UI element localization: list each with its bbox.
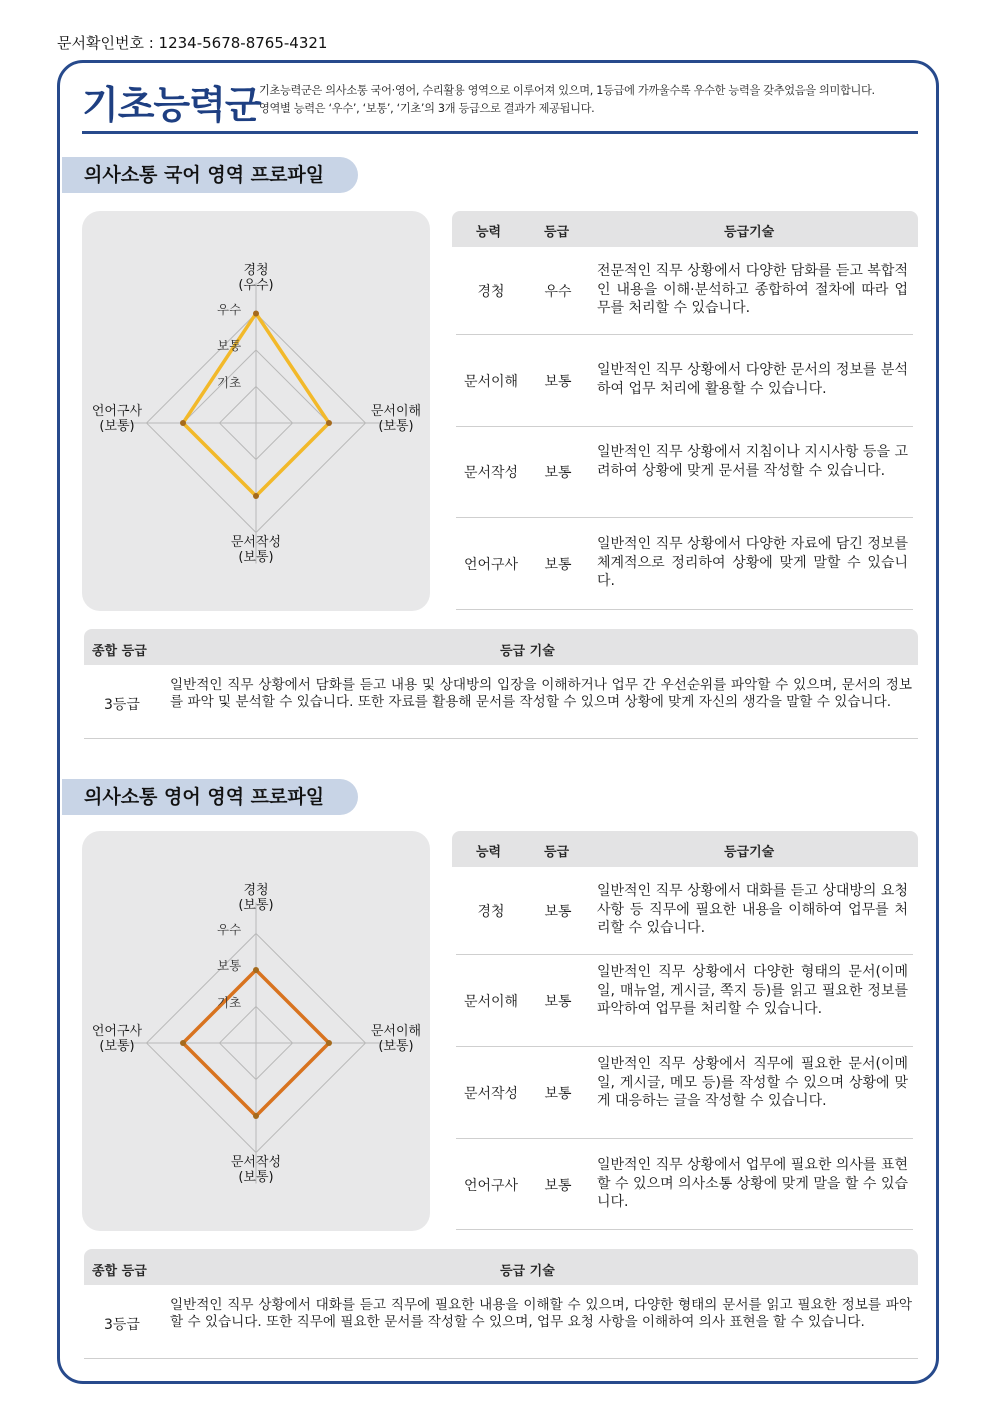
row-desc: 일반적인 직무 상황에서 업무에 필요한 의사를 표현할 수 있으며 의사소통 상황에 맞게 말을 할 수 있습니다. [597,1157,908,1210]
section-title-korean: 의사소통 국어 영역 프로파일 [62,157,358,193]
summary-header [84,1249,918,1285]
row-ability: 언어구사 [463,1178,519,1194]
table-row [456,518,913,610]
intro-line-2: 영역별 능력은 ‘우수’, ‘보통’, ‘기초’의 3개 등급으로 결과가 제공됩니다. [259,102,595,115]
axis-label-left: 언어구사 (보통) [91,1024,143,1054]
table-row [456,247,913,335]
radar-point-언어구사 [180,420,186,426]
row-ability: 문서이해 [463,994,519,1010]
document-number: 문서확인번호 : 1234-5678-8765-4321 [57,34,328,52]
table-row [456,427,913,518]
table-header [452,831,918,867]
row-grade: 보통 [544,1178,572,1194]
table-row [456,867,913,955]
summary-grade: 3등급 [104,1317,140,1333]
row-desc: 일반적인 직무 상황에서 다양한 문서의 정보를 분석하여 업무 처리에 활용할 수 있습니다. [597,362,908,397]
axis-label-top: 경청 (보통) [238,883,274,913]
row-grade: 보통 [544,374,572,390]
level-label-high: 우수 [217,922,242,937]
summary-desc: 일반적인 직무 상황에서 담화를 듣고 내용 및 상대방의 입장을 이해하거나 업무 간 우선순위를 파악할 수 있으며, 문서의 정보를 파악 및 분석할 수 있습니다. 또한 자료를 활용해 문서를 작성할 수 있으며 상황에 맞게 자신의 생각을 말할 수 있습니다. [170,677,912,710]
table-row [456,955,913,1047]
col-header-ability: 능력 [476,225,502,240]
row-desc: 일반적인 직무 상황에서 대화를 듣고 상대방의 요청 사항 등 직무에 필요한 내용을 이해하여 업무를 처리할 수 있습니다. [597,883,908,936]
level-label-mid: 보통 [217,958,242,973]
summary-row [84,665,918,739]
radar-chart-english [82,831,430,1231]
grade-table-korean [452,211,918,610]
radar-chart-korean [82,211,430,611]
row-desc: 일반적인 직무 상황에서 다양한 자료에 담긴 정보를 체계적으로 정리하여 상황에 맞게 말할 수 있습니다. [597,536,908,589]
summary-header-desc: 등급 기술 [500,644,555,659]
summary-header-grade: 종합 등급 [92,644,147,659]
col-header-desc: 등급기술 [724,225,775,240]
intro-text [259,82,939,118]
summary-english [84,1249,918,1359]
section-title-english: 의사소통 영어 영역 프로파일 [62,779,358,815]
grade-table-english [452,831,918,1230]
summary-row [84,1285,918,1359]
level-label-high: 우수 [217,302,242,317]
summary-korean [84,629,918,739]
table-row [456,1139,913,1230]
row-grade: 우수 [544,284,572,300]
summary-header-grade: 종합 등급 [92,1264,147,1279]
radar-point-경청 [253,311,259,317]
col-header-grade: 등급 [544,225,570,240]
axis-label-bottom: 문서작성 (보통) [230,535,282,565]
axis-label-left: 언어구사 (보통) [91,404,143,434]
row-ability: 문서이해 [463,374,519,390]
row-desc: 일반적인 직무 상황에서 지침이나 지시사항 등을 고려하여 상황에 맞게 문서를 작성할 수 있습니다. [597,444,908,479]
row-desc: 일반적인 직무 상황에서 다양한 형태의 문서(이메일, 매뉴얼, 게시글, 쪽지 등)를 읽고 필요한 정보를 파악하여 업무를 처리할 수 있습니다. [597,964,908,1017]
axis-label-bottom: 문서작성 (보통) [230,1155,282,1185]
row-desc: 일반적인 직무 상황에서 직무에 필요한 문서(이메일, 게시글, 메모 등)를 작성할 수 있으며 상황에 맞게 대응하는 글을 작성할 수 있습니다. [597,1056,908,1109]
row-desc: 전문적인 직무 상황에서 다양한 담화를 듣고 복합적인 내용을 이해·분석하고 종합하여 절차에 따라 업무를 처리할 수 있습니다. [597,263,908,316]
row-ability: 언어구사 [463,557,519,573]
row-grade: 보통 [544,465,572,481]
row-grade: 보통 [544,557,572,573]
row-ability: 문서작성 [463,1086,519,1102]
axis-label-right: 문서이해 (보통) [370,404,422,434]
intro-line-1: 기초능력군은 의사소통 국어·영어, 수리활용 영역으로 이루어져 있으며, 1등급에 가까울수록 우수한 능력을 갖추었음을 의미합니다. [259,84,875,97]
radar-point-문서이해 [326,1040,332,1046]
row-ability: 경청 [477,284,505,300]
title-divider [82,131,918,134]
summary-grade: 3등급 [104,697,140,713]
row-grade: 보통 [544,904,572,920]
axis-label-top: 경청 (우수) [238,263,274,293]
summary-header-desc: 등급 기술 [500,1264,555,1279]
table-header [452,211,918,247]
col-header-ability: 능력 [476,845,502,860]
row-grade: 보통 [544,994,572,1010]
radar-point-경청 [253,967,259,973]
radar-point-언어구사 [180,1040,186,1046]
col-header-desc: 등급기술 [724,845,775,860]
radar-point-문서작성 [253,1113,259,1119]
page-title: 기초능력군 [82,83,261,127]
row-grade: 보통 [544,1086,572,1102]
row-ability: 문서작성 [463,465,519,481]
axis-label-right: 문서이해 (보통) [370,1024,422,1054]
level-label-mid: 보통 [217,338,242,353]
summary-header [84,629,918,665]
col-header-grade: 등급 [544,845,570,860]
table-row [456,1047,913,1139]
radar-point-문서이해 [326,420,332,426]
row-ability: 경청 [477,904,505,920]
level-label-low: 기초 [217,375,242,390]
summary-desc: 일반적인 직무 상황에서 대화를 듣고 직무에 필요한 내용을 이해할 수 있으며, 다양한 형태의 문서를 읽고 필요한 정보를 파악할 수 있습니다. 또한 직무에 필요한 문서를 작성할 수 있으며, 업무 요청 사항을 이해하여 의사 표현을 할 수 있습니다. [170,1297,912,1330]
level-label-low: 기초 [217,995,242,1010]
table-row [456,335,913,427]
radar-point-문서작성 [253,493,259,499]
